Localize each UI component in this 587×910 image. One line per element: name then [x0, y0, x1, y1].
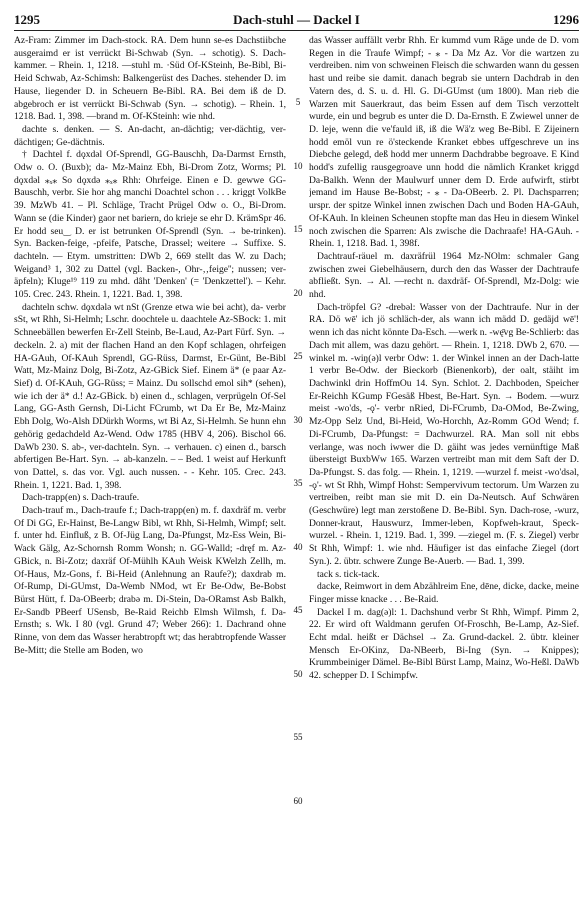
right-column [309, 35, 579, 902]
entry-dach-trapp: Dach-trapp(en) s. Dach-traufe. [22, 492, 140, 504]
entry-tack: tack s. tick-tack. [317, 568, 380, 580]
line-number: 30 [293, 415, 303, 425]
line-number: 50 [293, 669, 303, 679]
header-rule [14, 30, 579, 31]
line-number: 45 [293, 605, 303, 615]
entry-dach-trauf: Dach-trauf m., Dach-traufe f.; Dach-trapp(en) m. f. daxdräf m. verbr Of Di GG, Er-Hainst, Be-Langw Bibl, wt Rhh, Si-Helmh, Wimpf; selt. f. unter hd. Einfluß, z B. Of-Jüg Lang, Da-Pfungst, Mz-Ess Wein, Bi-Wack Gälg, Az-Schornsh Romm Wonsh; n. GG-Walld; -dręf m. Az-GBick, n. Bi-Zotz; daxräf Of-Mühlh KAuh Weisk KWelzh Zellh, m. Of-Haus, Mz-Gons, f. Bi-Heid (Anlehnung an Raufe?); daxdrab m. Of-Rump, Di-GUmst, Da-Wemb NMod, wt Er Be-Odw, Be-Bobst Bürst Hütt, f. Da-OBeerb; drabǝ m. Di-Stein, Da-ORamst Asb Balkh, Er-Sandb PBeerf USensb, Be-Raid Reichb Elmsh Wilmsh, f. Da-Ernsth; s. Wk. I 80 (vgl. Grund 47; Weber 266): 1. Dachrand ohne Rinne, von dem das Wasser herabtropft wt; das herabtropfende Wasser Be-Mitt; die Stelle am Boden, wo [14, 505, 286, 656]
line-number: 60 [293, 796, 303, 806]
entry-dacke: dacke, Reimwort in dem Abzählreim Ene, dēne, dicke, dacke, meine Finger misse knacke . . . Be-Raid. [309, 581, 579, 605]
entry-dach-trauf-cont: das Wasser auffällt verbr Rhh. Er kummd vum Räge unde de D. vom Regen in die Traufe Wimpf; - ⁎ - Da Mz Az. Vor die wartzen zu verdreiben. nim von schweinen Fleisch die schwarden wann du gessen hast und reibe sie damit. danach begrab sie untern Dachdrab in den Vatern des, d. S. u. d. Hl. G. Di-GUmst (um 1800). Man rieb die Warzen mit Sauerkraut, das beim Essen auf dem Tisch verzottelt wurde, ein und begrub es unter die D. Da-Ernsth. E Zwiewel unner de D. leje, wenn die ve'fauld iß, iß die Wä'z weg Be-Bibl. E Zijeinern hodd emöl vun re ö'steckende Kranket ebbes uffgeschreve un ins Diebche gelegd, deß hodd mer unnerm Dachdrabbe begroave. E Kind hodd's zufellig rausgegroave unn hodd die nämlich Kranket kriggd Da-Balkh. Wenn der Maulwurf unner dem D. Erde aufwirft, stirbt jemand im Hause Be-Bobst; - ⁎ - Da-OBeerb. 2. Pl. Dachsparren; urspr. der spitze Winkel innen zwischen Dach und Boden HA-GAuh, Of-KAuh. In kleinen Scheunen stopfte man das Heu in diesem Winkel noch zwischen die Sparren: Als zwische die Dachraafe! HA-GAuh. - Rhein. 1, 1218. Bad. 1, 398f. [309, 35, 579, 250]
page-number-right: 1296 [553, 12, 579, 27]
line-number: 5 [295, 97, 301, 107]
running-header [14, 12, 579, 28]
page-number-left: 1295 [14, 12, 40, 27]
line-number: 15 [293, 224, 303, 234]
line-number: 35 [293, 478, 303, 488]
line-numbers [289, 35, 307, 902]
entry-dach-troepfel: Dach-tröpfel G? -drebǝl: Wasser von der Dachtraufe. Nur in der RA. Dö wē' ich jö schläch‑der, als wann ich mädd D. gedäjd wē'! wenn ich das nicht könnte Da-Esch. —werk n. -wę̄vg Be-Schlierb: das Dach mit allem, was dazu gehört. — Rhein. 1, 1218. DWb 2, 670. —winkel m. -wiŋ(ǝ)l verbr Odw: 1. der Winkel innen an der Dach-latte 1 verbr Be-Odw. der Bieckorb (Bienenkorb), der oalt, stäiht im Dachwinkl drin HoffmOu 14. Syn. Schlot. 2. Dachboden, Speicher Er-Reichh KGump FGesäß Hbest, Be-Hart. Syn. → Bodem. —wurz meist -wo'ds, -ǫ'- verbr nRied, Di-FCrumb, Da-OMod, Be-Zwing, Mz-Opp Selz Und, Bi-Heid, Wo-Horchh, Az-Romm GOd Wend; f. Di-FCrumb, Da-Pfungst: = Dachwurzel. RA. Man soll nit ebbs verlange, was noch iwwer die D. gäiht was jedes vernünftige Maß übersteigt BuxbWw 165. Warzen vertreibt man mit dem Saft der D. Da-Pfungst. S. das folg. — Rhein. 1, 1219. —wurzel f. meist -wo'dsǝl, -ǫ'- wt St Rhh, Wimpf Hohst: Sempervivum tectorum. Um Warzen zu vertreiben, reibt man sie mit D. ein Da-Neutsch. Auf Schwären (Geschwüre) legt man zerstoßene D. Be-Bibl. Syn. Dach-rose, -wurz, Donner-kraut, Hauswurz, Immer-leben, Kopfweh-kraut, Speck-wurzel. - Rhein. 1, 1219. Bad. 1, 399. —ziegel m. (F. s. Ziegel) verbr St Rhh, Wimpf: 1. wie nhd. Häufiger ist das einfache Ziegel (dort Syn.). 2. übtr. schwere Zunge Be-Auerb. — Bad. 1, 399. [309, 301, 579, 567]
left-column [14, 35, 286, 902]
line-number: 20 [293, 288, 303, 298]
entry-dachtrauf-raeuel: Dachtrauf-räuel m. daxräfrül 1964 Mz-NOlm: schmaler Gang zwischen zwei Giebelhäusern, durch den das Wasser der Dachtraufe abfließt. Syn. → Al. —recht n. daxdräf- Of-Sprendl, Mz-Dolg: wie nhd. [309, 250, 579, 301]
entry-dachtel: † Dachtel f. dǫxdǝl Of-Sprendl, GG-Bauschh, Da-Darmst Ernsth, Odw o. O. (Buxb); da- Mz-Mainz Ebh, Bi-Drom Zotz, Worms; Pl. dǫxdǝl ⁎ₓ⁎ So dǫxdǝ ⁎ₓ⁎ Rhh: Ohrfeige. Einen e D. gewwe GG-Bauschh, verbr. Sie hor ahg manchi Doachtel schon . . . kriggt VolkBe 39. MzWb 41. – Pl. Schläge, Tracht Prügel Odw o. O., Bi-Drom. Wann se (die Kinder) gaor net bariern, do krieje se ehr D. KrämSpr 46. Er hodd seu‿ D. er ist betrunken Of-Sprendl (Syn. → be-trinken). Syn. Backen-feige, -pfeife, Patsche, Drassel; weitere → Suffixe. S. dachteln. — Etym. umstritten: DWb 2, 669 stellt das W. zu Dach; Weigand³ 1, 302 zu Dattel (vgl. Backen-, Ohr-‚‚feige''; nussen; ver-äpfeln); Kluge¹⁹ 119 zu mhd. dâht 'Denken' (= 'Denkzettel'). – Kehr. 105. Crec. 243. Rhein. 1, 1221. Bad. 1, 398. [14, 149, 286, 301]
entry-dach-stuhl: Az-Fram: Zimmer im Dach-stock. RA. Dem hunn se-es Dachstiibche ausgeraimd er ist verrückt Bi-Schwab (Syn. → schotig). S. Dach-kammer. – Rhein. 1, 1218. —stuhl m. ·Süd Of-KSteinh, Be-Bibl, Bi-Heid Schwab, Az-Schimsh: Balkengerüst des Daches. stehender D. im Hause, liegender D. in Scheuern Be-Bibl. RA. Bei dem iß de D. abgebroch er ist verrückt Bi-Schwab (Syn. → schotig). – Rhein. 1, 1218. Bad. 1, 398. —brand m. Of-KSteinh: wie nhd. [14, 35, 286, 123]
running-title: Dach-stuhl — Dackel I [233, 12, 360, 27]
entry-dachte: dachte s. denken. — S. An-dacht, an-dächtig; ver-dächtig, ver-dächtigen; Ge-dächtnis. [14, 123, 286, 148]
entry-dackel-i: Dackel I m. dag(ǝ)l: 1. Dachshund verbr St Rhh, Wimpf. Pimm 2, 22. Er wird oft Waldmann gerufen Of-Froschh, Be-Lamp, Az-Sief. Echt mdal. heißt er Dächsel → Za. Grund-dackel. 2. übtr. kleiner Mensch Er-OKinz, Da-NBeerb, Bi-Ing (Syn. → Knippes); Krummbeiniger Dämel. Be-Bibl Bürst Lamp, Mainz, Wo-Heßl. DaWb 42. schepper D. I Schimpfw. [309, 606, 579, 682]
line-number: 40 [293, 542, 303, 552]
line-number: 25 [293, 351, 303, 361]
line-number: 10 [293, 161, 303, 171]
entry-dachteln: dachteln schw. dǫxdǝlǝ wt nSt (Grenze etwa wie bei acht), da- verbr sSt, wt Rhh, Si-Helmh; Lschr. doochtele u. daachtele Az-SBock: 1. mit Schneebällen bewerfen Er-Zell Steinb, Be-Laud, Az-Part Fürf. Syn. → deckeln. 2. a) mit der flachen Hand an den Kopf schlagen, ohrfeigen HA-GAuh, Of-KAuh Sprendl, GG-Rüss, Darmst, Er-Günt, Be-Bibl Watt, Mz-Mainz Dolg, Bi-Zotz, Az-GBick Sief. Einem ä* (e paar Az-Sief) d. Of-KAuh, GG-Rüss; = Mainz. Du sollschd emol sih* (sehen), wie ich der ä* d.! Az-GBick. b) einen d., schlagen, verprügeln Of-Sel Lang, GG-Asth Gernsh, Di-Licht FCrumb, wt Da Er Be, Mz-Mainz Ebh Dolg, Wo-Alsh DDürkh Worms, wt Bi Az, Si-Helmh. Se hunn ehn gehörig gedachdeld Az-Wend. Odw 1785 (HBV 4, 206). Bischol 66. DaWb 230. S. ab-, ver-dachteln. Syn. → verhauen. c) einen d., barsch abfertigen Be-Hart. Syn. → ab-kanzeln. – – Bed. 1 weist auf Herkunft von Dattel, s. das vor. Vgl. auch nussen. - - Kehr. 105. Crec. 243. Rhein. 1, 1221. Bad. 1, 398. [14, 301, 286, 491]
line-number: 55 [293, 732, 303, 742]
